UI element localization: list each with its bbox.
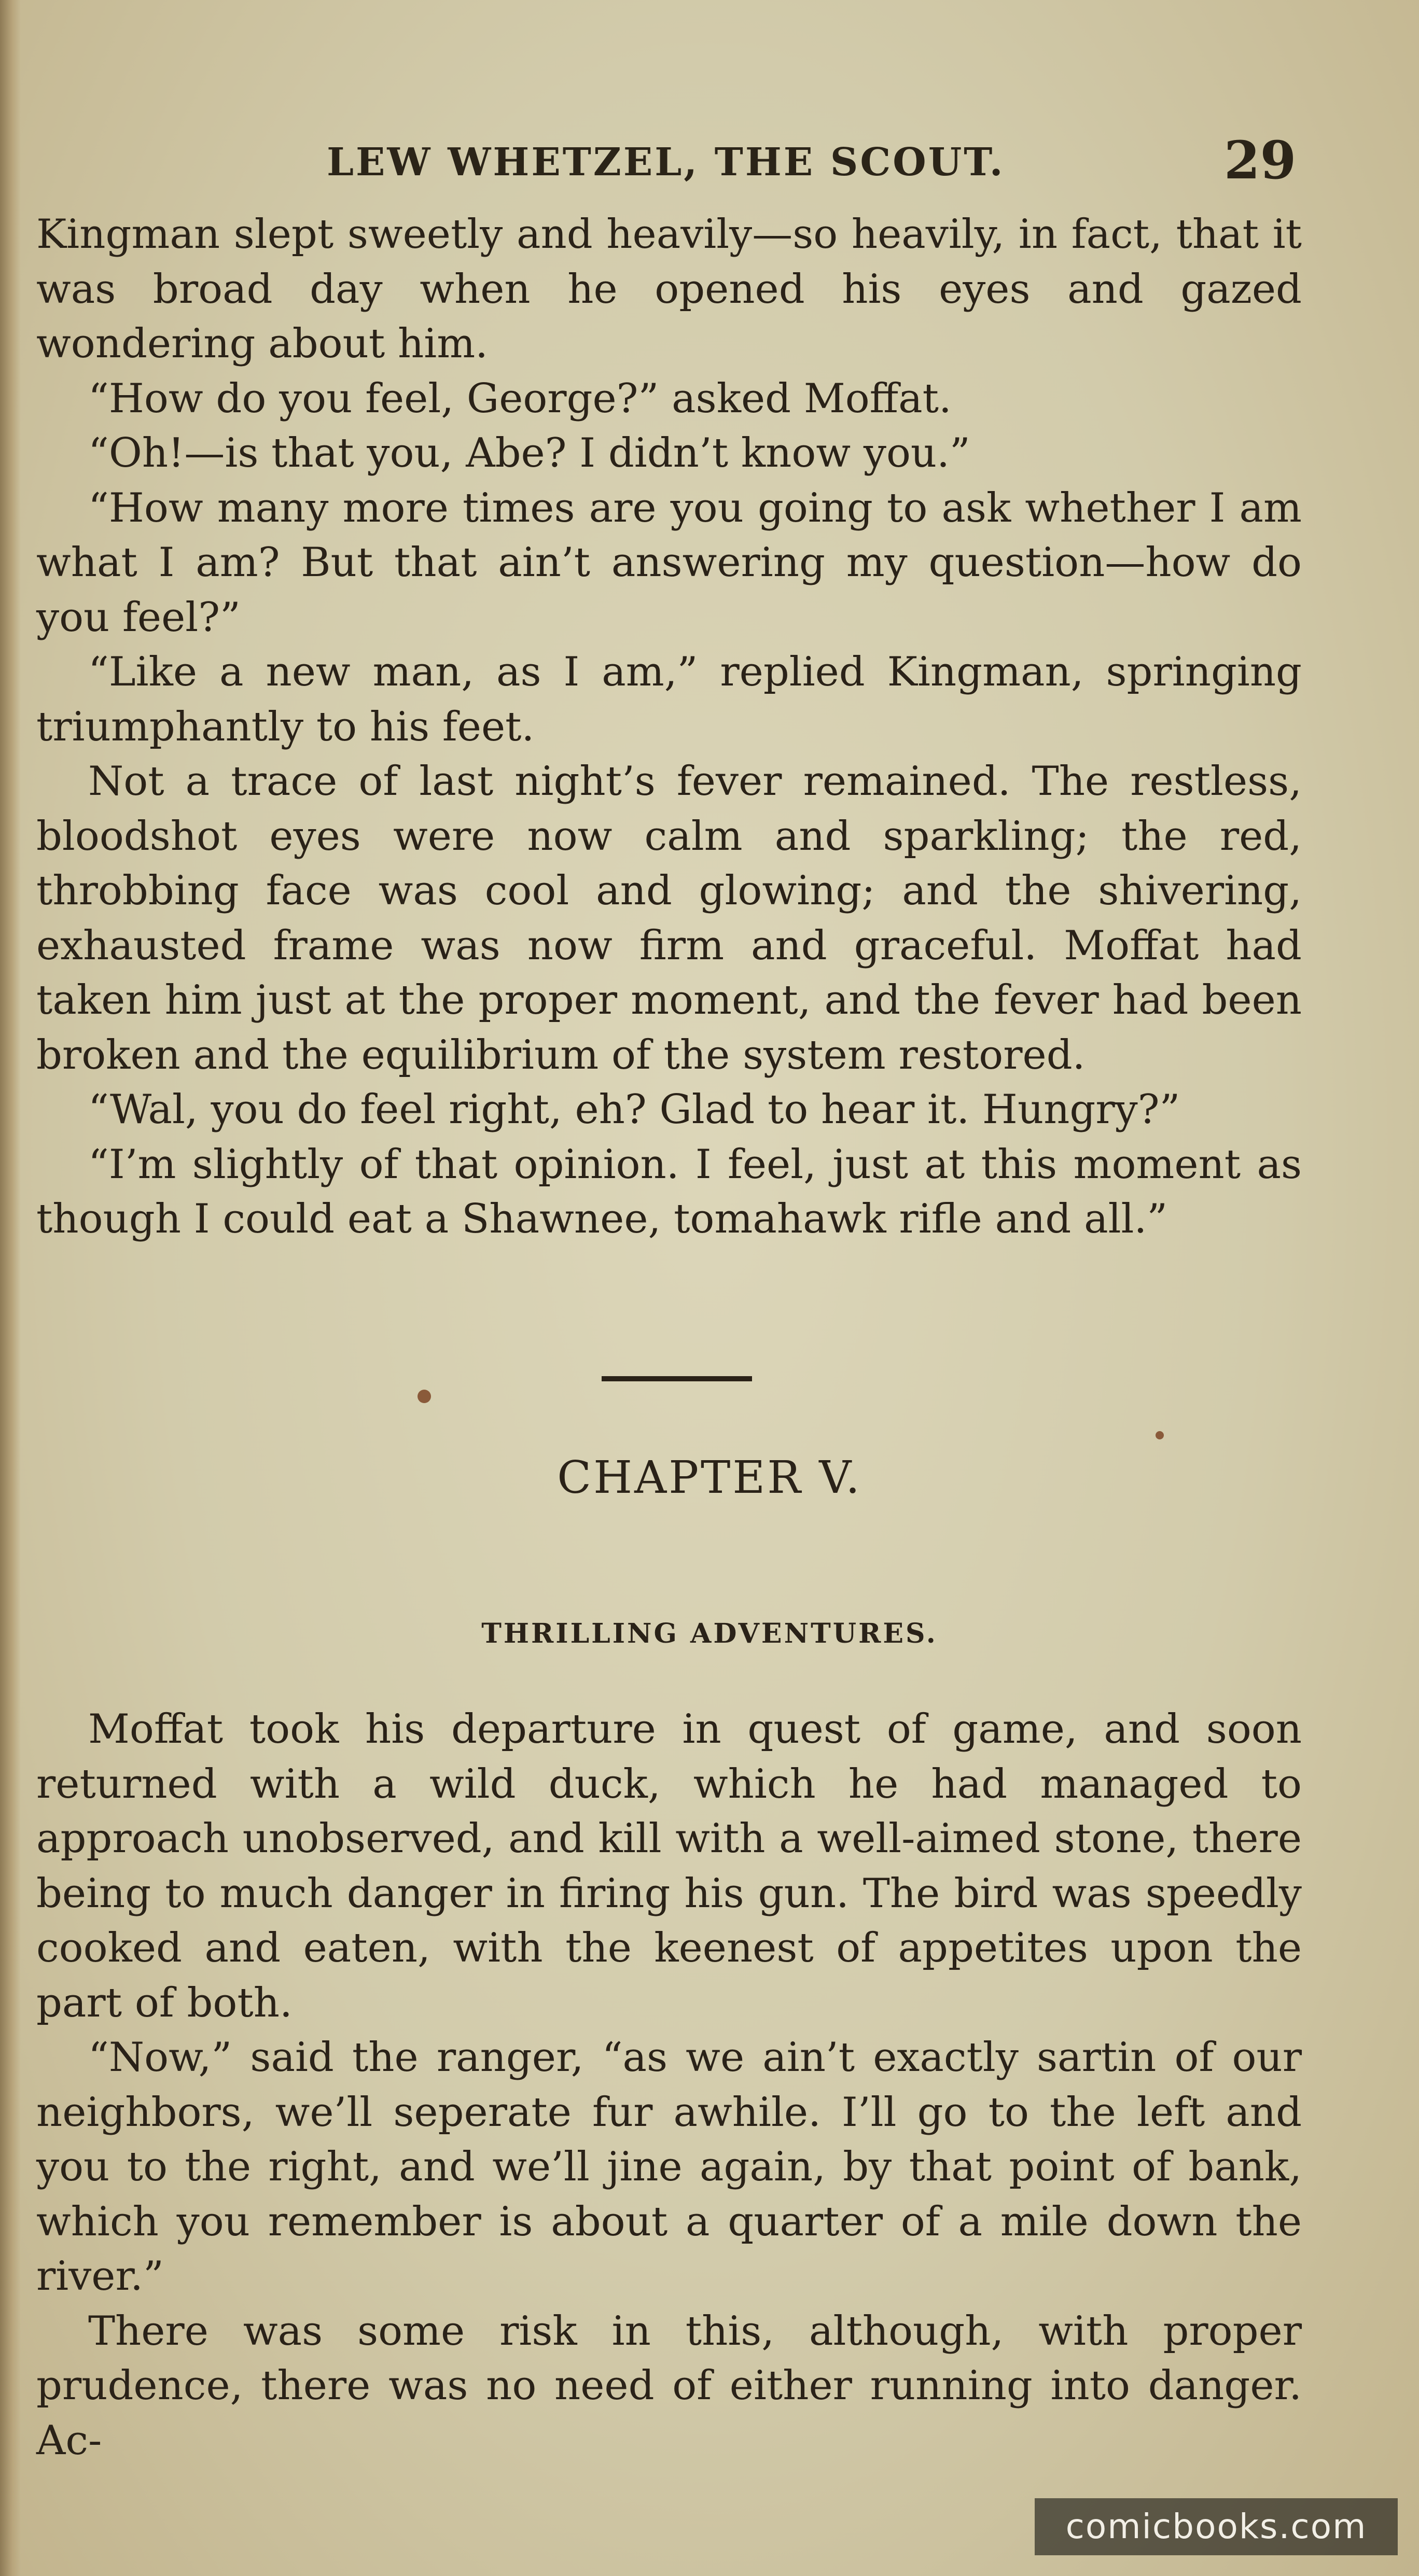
paragraph: “I’m slightly of that opinion. I feel, just at this moment as though I could eat a Shawnee, tomahawk rifle and all.” (36, 1141, 1302, 1242)
paragraph: “How do you feel, George?” asked Moffat. (88, 375, 952, 422)
paragraph: “Wal, you do feel right, eh? Glad to hear it. Hungry?” (88, 1086, 1180, 1133)
paragraph: Moffat took his departure in quest of game, and soon returned with a wild duck, which he had managed to approach unobserved, and kill with a well-aimed stone, there being to much danger in firing his gun. The bird was speedly cooked and eaten, with the keenest of appetites upon the part of both. (36, 1706, 1302, 2026)
running-head: LEW WHETZEL, THE SCOUT. (327, 140, 1005, 185)
watermark: comicbooks.com (1035, 2498, 1398, 2555)
page-header (0, 130, 1419, 197)
paragraph: Kingman slept sweetly and heavily—so heavily, in fact, that it was broad day when he opened his eyes and gazed wondering about him. (36, 211, 1302, 367)
section-divider (602, 1376, 752, 1381)
paragraph: “How many more times are you going to ask whether I am what I am? But that ain’t answering my question—how do you feel?” (36, 484, 1302, 641)
body-text-before-chapter (36, 207, 1302, 1247)
page-edge (0, 0, 21, 2576)
page-number: 29 (1224, 130, 1297, 191)
paper-speck (418, 1390, 431, 1403)
paragraph: “Oh!—is that you, Abe? I didn’t know you.” (88, 430, 970, 477)
chapter-title: CHAPTER V. (557, 1452, 862, 1504)
paper-speck (1156, 1431, 1164, 1439)
body-text-chapter (36, 1702, 1302, 2468)
chapter-subtitle: THRILLING ADVENTURES. (481, 1618, 938, 1649)
paragraph: “Now,” said the ranger, “as we ain’t exactly sartin of our neighbors, we’ll seperate fur awhile. I’ll go to the left and you to the right, and we’ll jine again, by that point of bank, which you remember is about a quarter of a mile down the river.” (36, 2034, 1302, 2300)
paragraph: There was some risk in this, although, with proper prudence, there was no need of either running into danger. Ac- (36, 2307, 1302, 2464)
paragraph: Not a trace of last night’s fever remained. The restless, bloodshot eyes were now calm and sparkling; the red, throbbing face was cool and glowing; and the shivering, exhausted frame was now firm and graceful. Moffat had taken him just at the proper moment, and the fever had been broken and the equilibrium of the system restored. (36, 758, 1302, 1079)
paragraph: “Like a new man, as I am,” replied Kingman, springing triumphantly to his feet. (36, 649, 1302, 750)
